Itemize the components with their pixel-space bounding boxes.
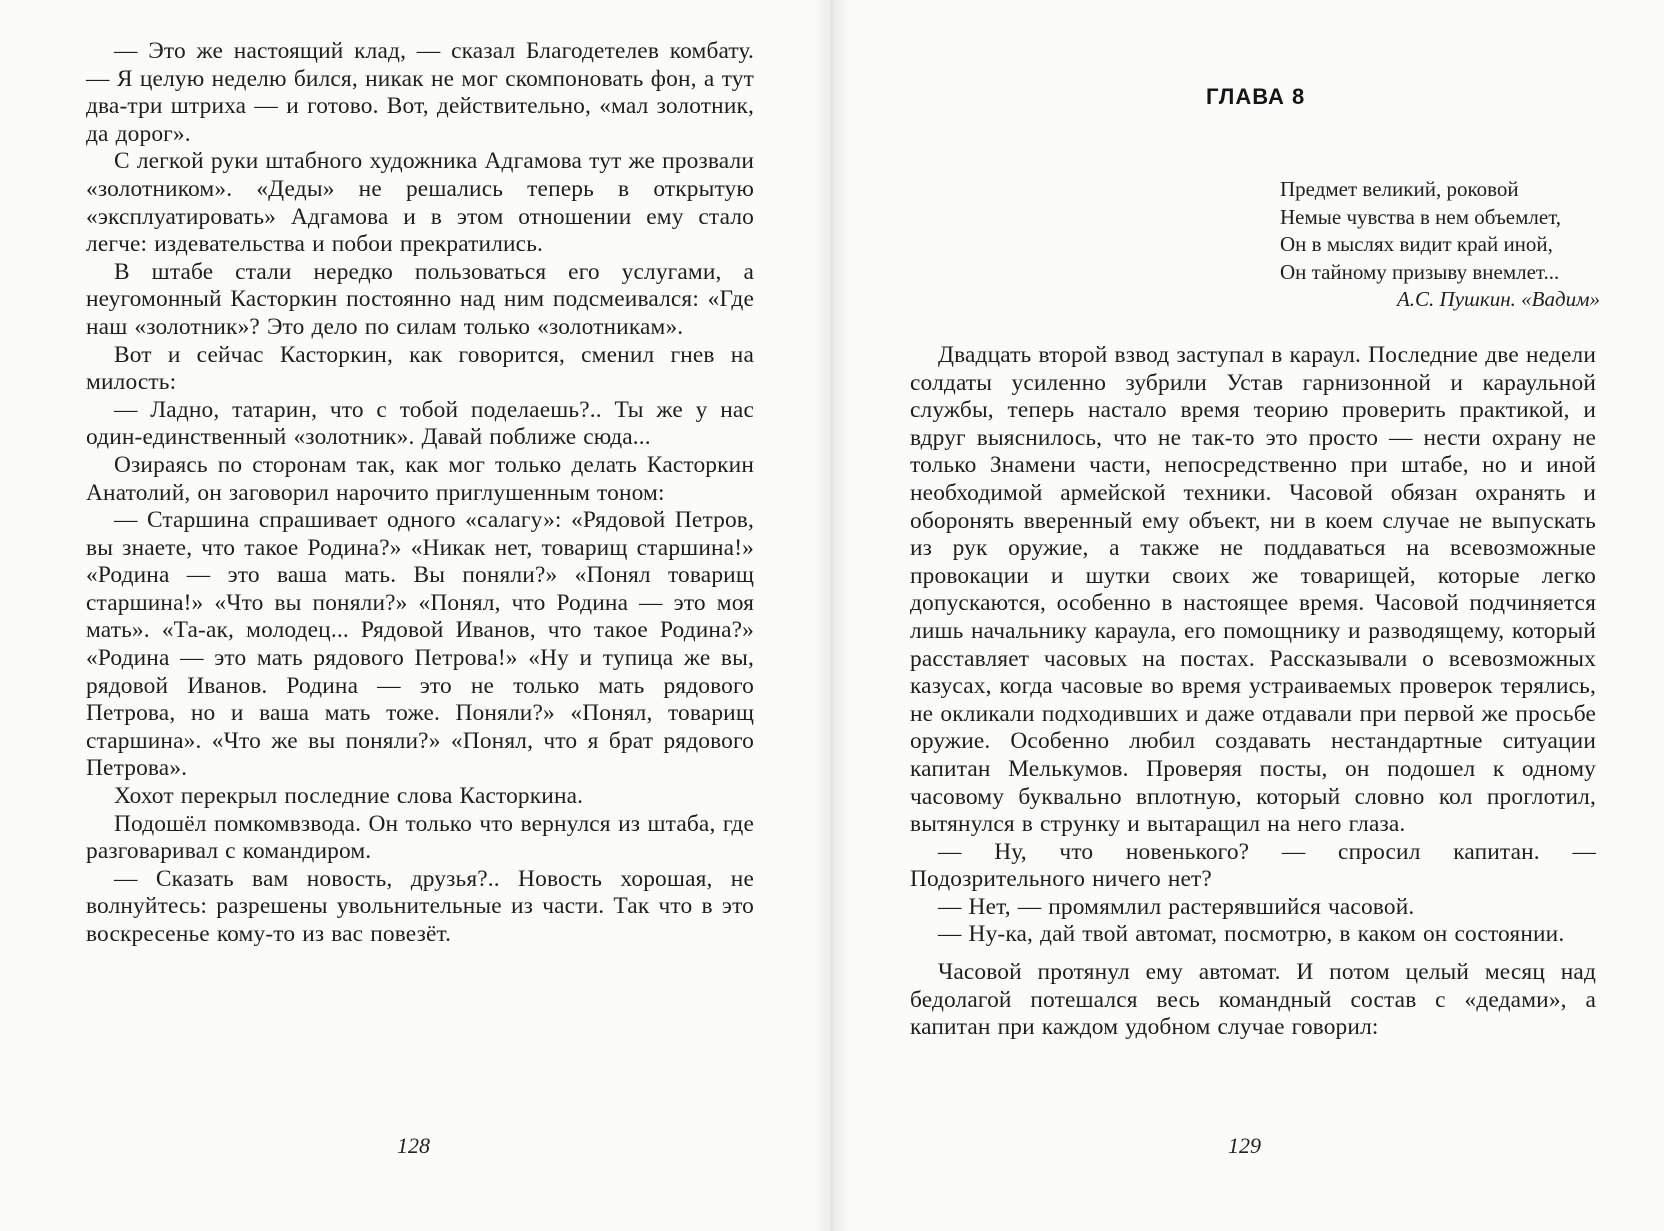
paragraph: — Ну, что новенького? — спросил капитан. — Подозрительного ничего нет?: [910, 838, 1596, 893]
paragraph: Двадцать второй взвод заступал в караул. Последние две недели солдаты усиленно зубрили Устав гарнизонной и караульной службы, теперь настало время теорию проверить практикой, и вдруг выяснилось, что не так-то это просто — нести охрану не только Знамени части, непосредственно при штабе, но и иной необходимой армейской техники. Часовой обязан охранять и оборонять вверенный ему объект, ни в коем случае не выпускать из рук оружие, а также не поддаваться на всевозможные провокации и шутки своих же товарищей, которые легко допускаются, особенно в настоящее время. Часовой подчиняется лишь начальнику караула, его помощнику и разводящему, который расставляет часовых на постах. Рассказывали о всевозможных казусах, когда часовые во время устраиваемых проверок терялись, не окликали подходивших и даже отдавали при первой же просьбе оружие. Особенно любил создавать нестандартные ситуации капитан Мелькумов. Проверяя посты, он подошел к одному часовому буквально вплотную, который словно кол проглотил, вытянулся в струнку и вытаращил на него глаза.: [910, 342, 1596, 838]
book-gutter-shadow: [814, 0, 850, 1231]
epigraph-line: Предмет великий, роковой: [1280, 177, 1519, 201]
epigraph: [1280, 176, 1600, 314]
page-number-left: 128: [397, 1133, 430, 1158]
epigraph-line: Он тайному призыву внемлет...: [1280, 259, 1560, 284]
paragraph: — Ладно, татарин, что с тобой поделаешь?.. Ты же у нас один-единственный «золотник». Давай поближе сюда...: [86, 396, 754, 451]
epigraph-line: Немые чувства в нем объемлет,: [1280, 204, 1562, 229]
paragraph: — Старшина спрашивает одного «салагу»: «Рядовой Петров, вы знаете, что такое Родина?» «Никак нет, товарищ старшина!» «Родина — это ваша мать. Вы поняли?» «Понял товарищ старшина!» «Что вы поняли?» «Понял, что Родина — это моя мать». «Та-ак, молодец... Рядовой Иванов, что такое Родина?» «Родина — это мать рядового Петрова!» «Ну и тупица же вы, рядовой Иванов. Родина — это не только мать рядового Петрова, но и ваша мать тоже. Поняли?» «Понял, товарищ старшина». «Что же вы поняли?» «Понял, что я брат рядового Петрова».: [86, 507, 754, 782]
paragraph: — Ну-ка, дай твой автомат, посмотрю, в каком он состоянии.: [938, 921, 1565, 948]
paragraph: — Это же настоящий клад, — сказал Благодетелев комбату. — Я целую неделю бился, никак не мог скомпоновать фон, а тут два-три штриха — и готово. Вот, действительно, «мал золотник, да дорог».: [86, 38, 754, 147]
paragraph: — Нет, — промямлил растерявшийся часовой.: [938, 893, 1415, 920]
epigraph-attribution: А.С. Пушкин. «Вадим»: [1396, 287, 1600, 311]
paragraph: Озираясь по сторонам так, как мог только делать Касторкин Анатолий, он заговорил нарочито приглушенным тоном:: [86, 451, 754, 506]
paragraph: Вот и сейчас Касторкин, как говорится, сменил гнев на милость:: [86, 341, 754, 396]
chapter-title: ГЛАВА 8: [1206, 84, 1306, 109]
left-page-body: [86, 38, 754, 949]
right-page-body: [910, 342, 1596, 1042]
paragraph: Хохот перекрыл последние слова Касторкина.: [114, 783, 584, 810]
paragraph: Часовой протянул ему автомат. И потом целый месяц над бедолагой потешался весь командный состав с «дедами», а капитан при каждом удобном случае говорил:: [910, 959, 1596, 1041]
page-number-right: 129: [1228, 1133, 1261, 1158]
right-page: [832, 0, 1664, 1231]
epigraph-line: Он в мыслях видит край иной,: [1280, 232, 1553, 256]
paragraph: — Сказать вам новость, друзья?.. Новость хорошая, не волнуйтесь: разрешены увольнительные из части. Так что в это воскресенье кому-то из вас повезёт.: [86, 865, 754, 947]
paragraph: С легкой руки штабного художника Адгамова тут же прозвали «золотником». «Деды» не решались теперь в открытую «эксплуатировать» Адгамова и в этом отношении ему стало легче: издевательства и побои прекратились.: [86, 148, 754, 258]
paragraph: В штабе стали нередко пользоваться его услугами, а неугомонный Касторкин постоянно над ним подсмеивался: «Где наш «золотник»? Это дело по силам только «золотникам».: [86, 258, 754, 340]
paragraph: Подошёл помкомвзвода. Он только что вернулся из штаба, где разговаривал с командиром.: [86, 810, 754, 865]
